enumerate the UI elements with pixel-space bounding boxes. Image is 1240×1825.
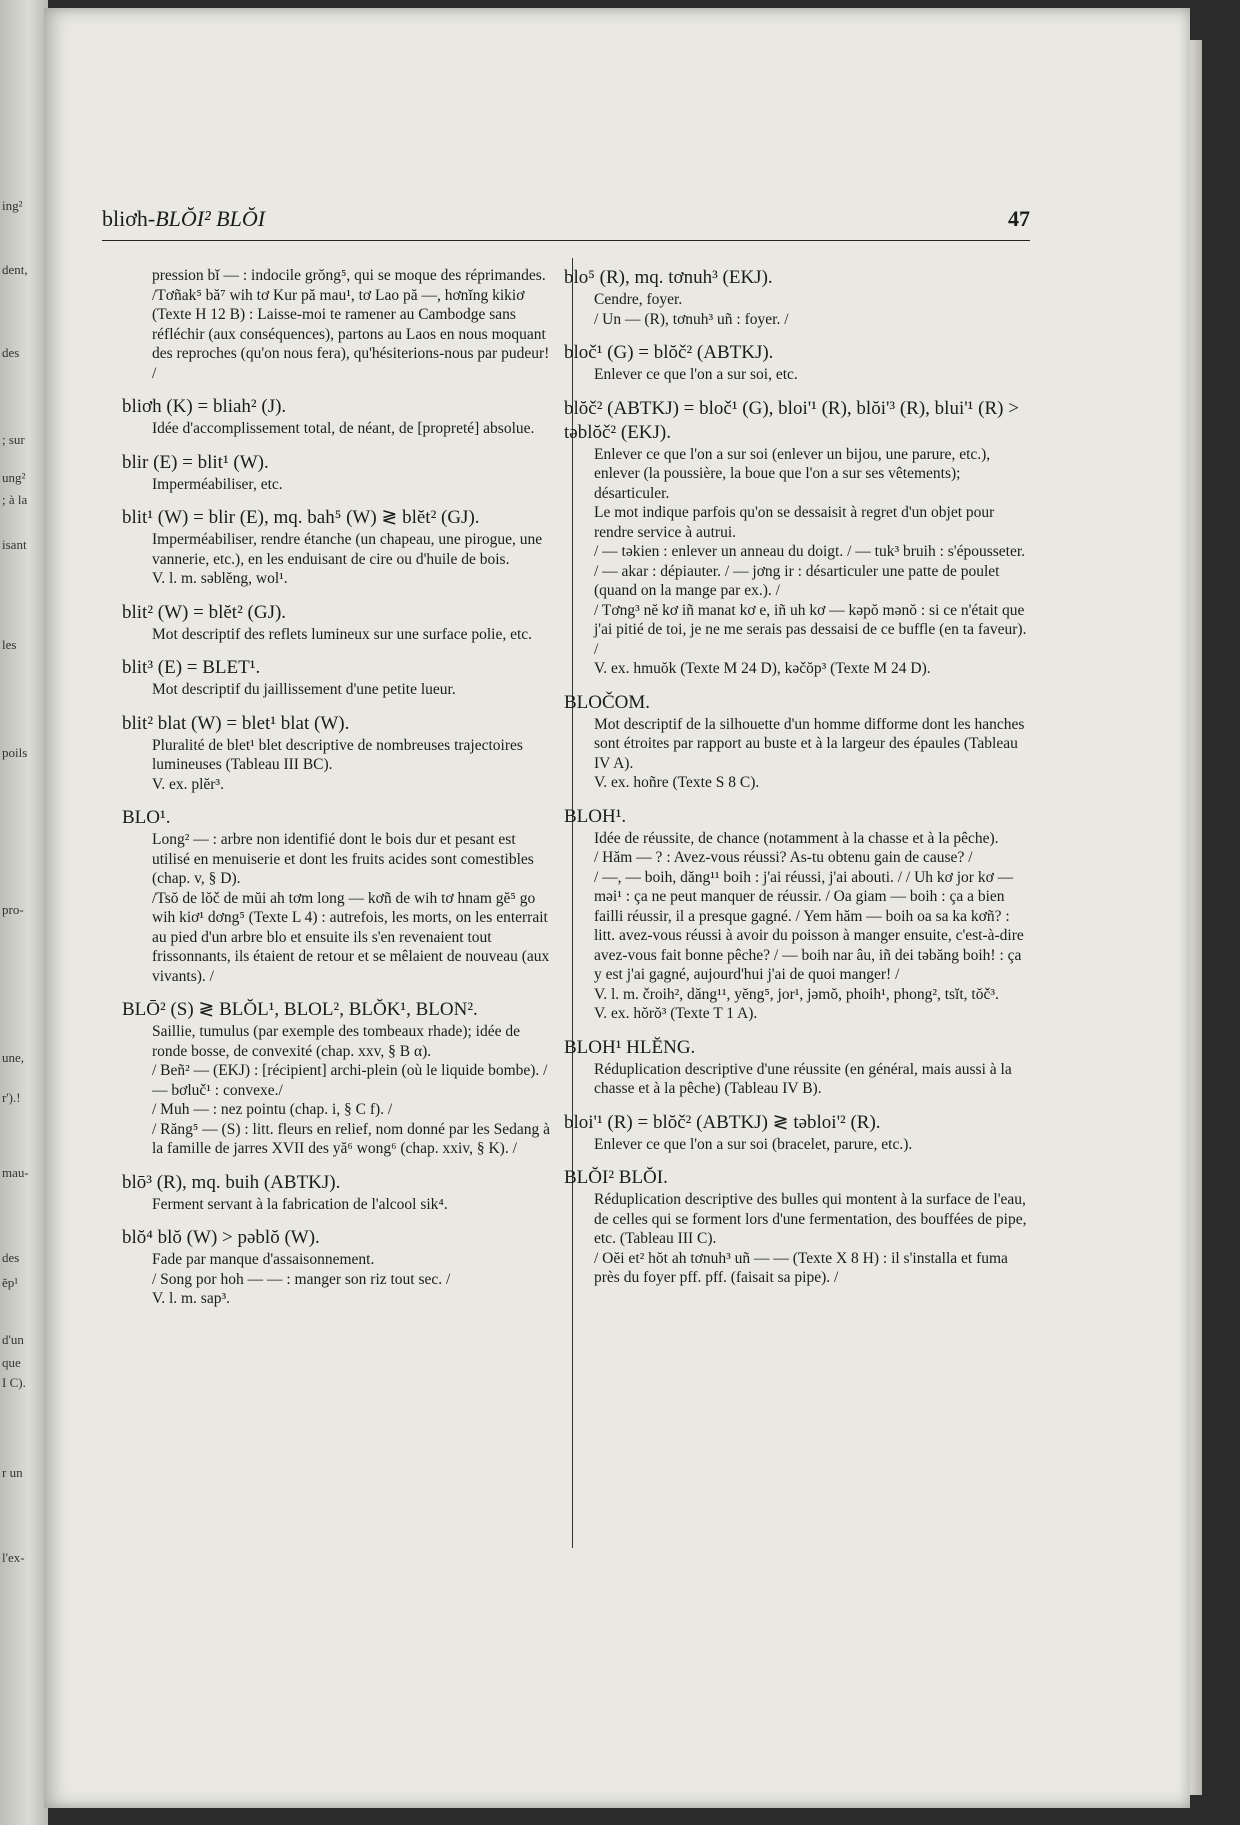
entry-text: Mot descriptif de la silhouette d'un homme difforme dont les hanches sont étroites par rapport au buste et à la largeur des épaules (Tableau IV A).: [594, 715, 1025, 772]
entry-text: Mot descriptif des reflets lumineux sur une surface polie, etc.: [152, 625, 533, 643]
entry-text: V. ex. hŏrŏ³ (Texte T 1 A).: [594, 1005, 758, 1022]
entry-headword: BLOČOM.: [564, 691, 651, 713]
entry-text: Pluralité de blet¹ blet descriptive de nombreuses trajectoires lumineuses (Tableau III BC).: [152, 736, 523, 773]
margin-fragment: isant: [2, 537, 27, 552]
entry-text: Mot descriptif du jaillissement d'une petite lueur.: [152, 681, 456, 698]
dictionary-entry: [564, 805, 1031, 1024]
running-head: [102, 200, 1030, 241]
margin-fragment: une,: [2, 1050, 25, 1065]
entry-text: / Răng⁵ — (S) : litt. fleurs en relief, nom donné par les Sedang à la famille de jarres XVII des yă⁶ wong⁶ (chap. xxiv, § K). /: [152, 1120, 550, 1157]
entry-headword: BLOH¹ HLĔNG.: [564, 1036, 696, 1058]
entry-text: Enlever ce que l'on a sur soi, etc.: [594, 366, 798, 383]
dictionary-entry: [122, 656, 557, 700]
entry-text: Réduplication descriptive des bulles qui montent à la surface de l'eau, de celles qui se forment lors d'une fermentation, des bouffées de pipe, etc. (Tableau III C).: [594, 1191, 1027, 1247]
entry-text: V. l. m. čroih², dăng¹¹, yĕng⁵, jor¹, jəmŏ, phoih¹, phong², tsĭt, tŏč³.: [594, 985, 999, 1003]
margin-fragment: pro-: [2, 902, 24, 917]
entry-text: / Tơng³ nĕ kơ iñ manat kơ e, iñ uh kơ — kəpŏ mənŏ : si ce n'était que j'ai pitié de toi, je ne me serais pas dessaisi de ce buffle (en ta faveur). /: [594, 601, 1027, 658]
entry-text: Cendre, foyer.: [594, 291, 683, 308]
entry-text: V. ex. plĕr³.: [152, 775, 224, 793]
entry-headword: blō³ (R), mq. buih (ABTKJ).: [122, 1171, 341, 1193]
entry-text: / Muh — : nez pointu (chap. i, § C f). /: [152, 1101, 393, 1118]
dictionary-entry: [122, 1171, 557, 1215]
entry-text: / —, — boih, dăng¹¹ boih : j'ai réussi, j'ai abouti. / / Uh kơ jor kơ — məi¹ : ça ne peut manquer de réussir. / Oa giam — boih : ça a bien failli réussir, il a presque gagné. / Yem hăm — boih oa sa ka kơñ? : litt. avez-vous réussi à avoir du poisson à manger ensuite, c'est-à-dire avez-vous fait bonne pêche? / — boih nar âu, iñ dei təbăng boih! : ça y est j'ai gagné, aujourd'hui j'ai de quoi manger! /: [594, 868, 1024, 983]
entry-headword: BLOH¹.: [564, 805, 627, 827]
margin-fragment: des: [2, 1250, 20, 1265]
entry-text: / — təkien : enlever un anneau du doigt. / — tuk³ bruih : s'épousseter. / — akar : dépiauter. / — jơng ir : désarticuler une patte de poulet (quand on la mange par ex.). /: [594, 543, 1026, 599]
margin-fragment: I C).: [2, 1375, 26, 1390]
entry-headword: blit³ (E) = BLET¹.: [122, 657, 261, 678]
entry-text: / Hăm — ? : Avez-vous réussi? As-tu obtenu gain de cause? /: [594, 849, 973, 866]
right-column: [564, 266, 1031, 1300]
running-head-title: bliơh-BLŎI² BLŎI: [102, 206, 266, 231]
entry-text: V. ex. hoñre (Texte S 8 C).: [594, 774, 760, 791]
entry-headword: blit² (W) = blĕt² (GJ).: [122, 601, 287, 623]
entry-text: Réduplication descriptive d'une réussite (en général, mais aussi à la chasse et à la pêche) (Tableau IV B).: [594, 1060, 1012, 1097]
margin-fragment: poils: [2, 745, 28, 760]
entry-text: Fade par manque d'assaisonnement.: [152, 1251, 375, 1268]
dictionary-entry: [122, 712, 557, 795]
margin-fragment: ; sur: [2, 432, 25, 447]
dictionary-entry: [122, 395, 557, 439]
margin-fragment: r un: [2, 1465, 23, 1480]
entry-headword: BLO¹.: [122, 807, 171, 828]
page-number: 47: [1008, 206, 1030, 231]
margin-fragment: mau-: [2, 1165, 29, 1180]
entry-headword: BLŌ² (S) ≷ BLŎL¹, BLOL², BLŎK¹, BLON².: [122, 999, 478, 1020]
dictionary-entry: [564, 1036, 1031, 1099]
entry-text: Idée de réussite, de chance (notamment à la chasse et à la pêche).: [594, 829, 999, 847]
margin-fragment: ĕp¹: [2, 1275, 19, 1290]
dictionary-entry: [152, 266, 557, 383]
margin-fragment: que: [2, 1355, 21, 1370]
dictionary-entry: [122, 806, 557, 986]
entry-text: /Tơñak⁵ bă⁷ wih tơ Kur pă mau¹, tơ Lao pă —, hơnĭng kikiơ (Texte H 12 B) : Laisse-moi te ramener au Cambodge sans réfléchir (aux conséquences), partons au Laos en nous moquant des reproches (qu'on nous fera), qu'hésiterions-nous par pudeur! /: [152, 286, 550, 382]
entry-text: V. ex. hmuŏk (Texte M 24 D), kəčŏp³ (Texte M 24 D).: [594, 660, 931, 677]
entry-headword: blit² blat (W) = blet¹ blat (W).: [122, 712, 350, 734]
margin-fragment: les: [2, 637, 17, 652]
left-column: [122, 266, 557, 1321]
dictionary-entry: [564, 1111, 1031, 1155]
entry-headword: bloč¹ (G) = blŏč² (ABTKJ).: [564, 342, 774, 363]
margin-fragment: d'un: [2, 1332, 24, 1347]
entry-headword: bliơh (K) = bliah² (J).: [122, 396, 287, 417]
dictionary-entry: [564, 691, 1031, 793]
entry-text: Imperméabiliser, rendre étanche (un chapeau, une pirogue, une vannerie, etc.), en les enduisant de cire ou d'huile de bois.: [152, 531, 543, 568]
entry-headword: blŏč² (ABTKJ) = bloč¹ (G), bloi'¹ (R), blŏi'³ (R), blui'¹ (R) > təblŏč² (EKJ).: [564, 397, 1019, 443]
entry-headword: BLŎI² BLŎI.: [564, 1167, 668, 1188]
column-divider: [572, 258, 573, 1548]
dictionary-entry: [564, 397, 1031, 679]
margin-fragment: dent,: [2, 262, 28, 277]
page-stack-edge: [1190, 40, 1202, 1795]
dictionary-entry: [122, 506, 557, 589]
entry-text: V. l. m. sap³.: [152, 1290, 230, 1307]
entry-text: Idée d'accomplissement total, de néant, de [propreté] absolue.: [152, 420, 535, 437]
entry-text: V. l. m. səblĕng, wol¹.: [152, 570, 288, 587]
entry-headword: bloi'¹ (R) = blŏč² (ABTKJ) ≷ təbloi'² (R).: [564, 1111, 881, 1133]
previous-page-edge: [0, 0, 48, 1825]
dictionary-entry: [122, 1226, 557, 1309]
entry-text: Le mot indique parfois qu'on se dessaisit à regret d'un objet pour rendre service à autrui.: [594, 504, 995, 541]
entry-text: Long² — : arbre non identifié dont le bois dur et pesant est utilisé en menuiserie et dont les fruits acides sont comestibles (chap. v, § D).: [152, 831, 534, 887]
entry-headword: blŏ⁴ blŏ (W) > pəblŏ (W).: [122, 1227, 320, 1248]
margin-fragment: des: [2, 345, 20, 360]
entry-text: Enlever ce que l'on a sur soi (enlever un bijou, une parure, etc.), enlever (la poussière, la boue que l'on a sur ses vêtements); désarticuler.: [594, 445, 991, 502]
entry-text: / Oĕi et² hŏt ah tơnuh³ uñ — — (Texte X 8 H) : il s'installa et fuma près du foyer pff. pff. (faisait sa pipe). /: [594, 1249, 1008, 1286]
entry-text: Ferment servant à la fabrication de l'alcool sik⁴.: [152, 1195, 448, 1213]
entry-text: pression bĭ — : indocile grŏng⁵, qui se moque des réprimandes.: [152, 267, 546, 284]
entry-text: / Song por hoh — — : manger son riz tout sec. /: [152, 1270, 451, 1288]
entry-headword: blir (E) = blit¹ (W).: [122, 451, 269, 473]
margin-fragment: ; à la: [2, 492, 28, 507]
entry-text: Enlever ce que l'on a sur soi (bracelet, parure, etc.).: [594, 1135, 913, 1153]
entry-text: / Un — (R), tơnuh³ uñ : foyer. /: [594, 310, 789, 328]
dictionary-entry: [122, 601, 557, 645]
margin-fragment: l'ex-: [2, 1550, 25, 1565]
entry-headword: blo⁵ (R), mq. tơnuh³ (EKJ).: [564, 267, 773, 288]
entry-text: Saillie, tumulus (par exemple des tombeaux rhade); idée de ronde bosse, de convexité (chap. xxv, § B α).: [152, 1023, 521, 1060]
entry-text: Imperméabiliser, etc.: [152, 475, 283, 493]
dictionary-entry: [564, 341, 1031, 385]
entry-text: / Beñ² — (EKJ) : [récipient] archi-plein (où le liquide bombe). / — bơluč¹ : convexe./: [152, 1062, 548, 1099]
dictionary-entry: [564, 1166, 1031, 1288]
margin-fragment: ung²: [2, 470, 26, 485]
dictionary-entry: [122, 451, 557, 495]
margin-fragment: r').!: [2, 1090, 21, 1105]
entry-text: /Tsŏ de lŏč de mŭi ah tơm long — kơñ de wih tơ hnam gĕ⁵ go wih kiơ¹ dơng⁵ (Texte L 4) : autrefois, les morts, on les enterrait au pied d'un arbre blo et ensuite ils s'en revenaient tout frissonnants, ils étaient de retour et se mêlaient de nouveau (aux vivants). /: [152, 889, 550, 985]
dictionary-entry: [564, 266, 1031, 329]
entry-headword: blit¹ (W) = blir (E), mq. bah⁵ (W) ≷ blĕt² (GJ).: [122, 507, 480, 528]
dictionary-entry: [122, 998, 557, 1159]
margin-fragment: ing²: [2, 198, 23, 213]
